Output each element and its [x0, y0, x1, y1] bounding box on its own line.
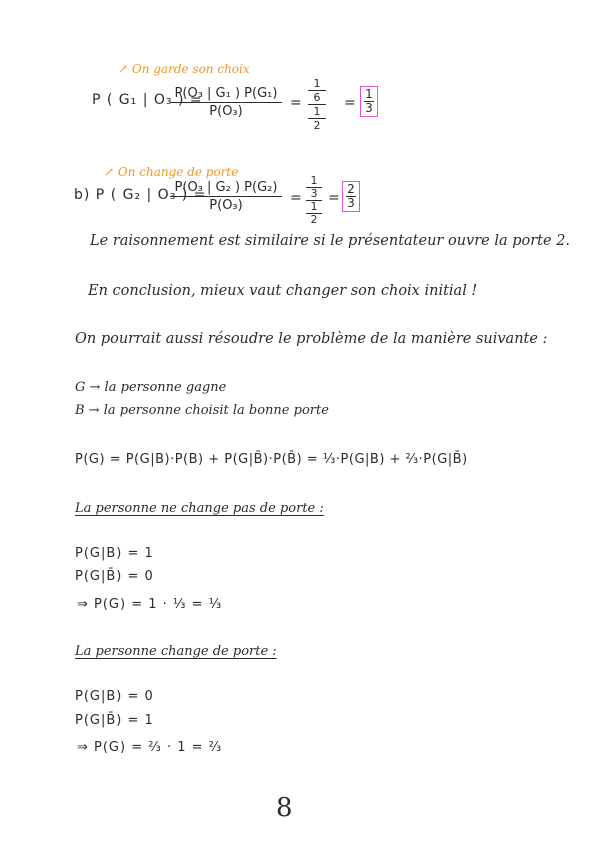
- formula-total-probability: P(G) = P(G|B)·P(B) + P(G|B̄)·P(B̄) = ⅓·P(G|B) + ⅔·P(G|B̄): [75, 452, 468, 467]
- eq1-numerator: P(O₃ | G₁ ) P(G₁): [174, 86, 278, 101]
- fraction-bar: [170, 102, 282, 103]
- eq2-equals-b: =: [328, 190, 341, 206]
- eq1-f1-num2: 6: [313, 91, 321, 104]
- page-number: 8: [276, 793, 293, 823]
- definition-b: B → la personne choisit la bonne porte: [75, 403, 329, 418]
- eq2-denominator: P(O₃): [209, 198, 243, 213]
- eq2-f1-num2: 3: [310, 187, 318, 200]
- eq2-answer-box: [342, 181, 360, 212]
- eq1-compound-fraction: [308, 78, 326, 131]
- eq2-f1-den2: 2: [310, 213, 318, 226]
- definition-g: G → la personne gagne: [75, 380, 227, 395]
- eq1-denominator: P(O₃): [209, 104, 243, 119]
- fraction-bar: [170, 196, 282, 197]
- eq1-f1-num: 1: [313, 77, 321, 90]
- eq2-numerator: P(O₃ | G₂ ) P(G₂): [174, 180, 278, 195]
- arrow-icon: ↗: [118, 62, 132, 76]
- text-alternative-method: On pourrait aussi résoudre le problème de la manière suivante :: [75, 331, 548, 347]
- annotation-keep-choice-text: On garde son choix: [131, 62, 250, 76]
- arrow-icon: ↗: [104, 165, 118, 179]
- no-change-result: ⇒ P(G) = 1 · ⅓ = ⅓: [77, 597, 223, 612]
- eq1-f1-den2: 2: [313, 119, 321, 132]
- eq2-answer-num: 2: [347, 182, 355, 196]
- eq2-compound-fraction: [306, 176, 322, 225]
- annotation-change-door: [104, 165, 238, 179]
- annotation-change-door-text: On change de porte: [117, 165, 239, 179]
- eq2-fraction: [170, 180, 282, 213]
- heading-no-change: La personne ne change pas de porte :: [75, 501, 324, 516]
- eq1-answer-den: 3: [365, 101, 373, 115]
- eq1-f1-den: 1: [313, 105, 321, 118]
- eq1-answer-box: [360, 86, 378, 117]
- change-p-g-given-b: P(G|B) = 0: [75, 689, 154, 704]
- eq2-f1-den: 1: [310, 200, 318, 213]
- eq1-fraction: [170, 86, 282, 119]
- text-conclusion: En conclusion, mieux vaut changer son choix initial !: [88, 283, 478, 299]
- eq2-answer-den: 3: [347, 196, 355, 210]
- eq1-lhs: P ( G₁ | O₃ ) =: [92, 92, 203, 108]
- no-change-p-g-given-b: P(G|B) = 1: [75, 546, 154, 561]
- text-reasoning-similar: Le raisonnement est similaire si le présentateur ouvre la porte 2.: [90, 233, 571, 249]
- heading-change: La personne change de porte :: [75, 644, 277, 659]
- eq1-equals-b: =: [344, 95, 357, 111]
- change-result: ⇒ P(G) = ⅔ · 1 = ⅔: [77, 740, 223, 755]
- annotation-keep-choice: [118, 62, 250, 76]
- eq1-answer-num: 1: [365, 87, 373, 101]
- eq2-lhs: b) P ( G₂ | O₃ ) =: [74, 187, 207, 203]
- no-change-p-g-given-not-b: P(G|B̄) = 0: [75, 569, 154, 584]
- eq1-equals-a: =: [290, 95, 303, 111]
- change-p-g-given-not-b: P(G|B̄) = 1: [75, 713, 154, 728]
- eq2-f1-num: 1: [310, 174, 318, 187]
- eq2-equals-a: =: [290, 190, 303, 206]
